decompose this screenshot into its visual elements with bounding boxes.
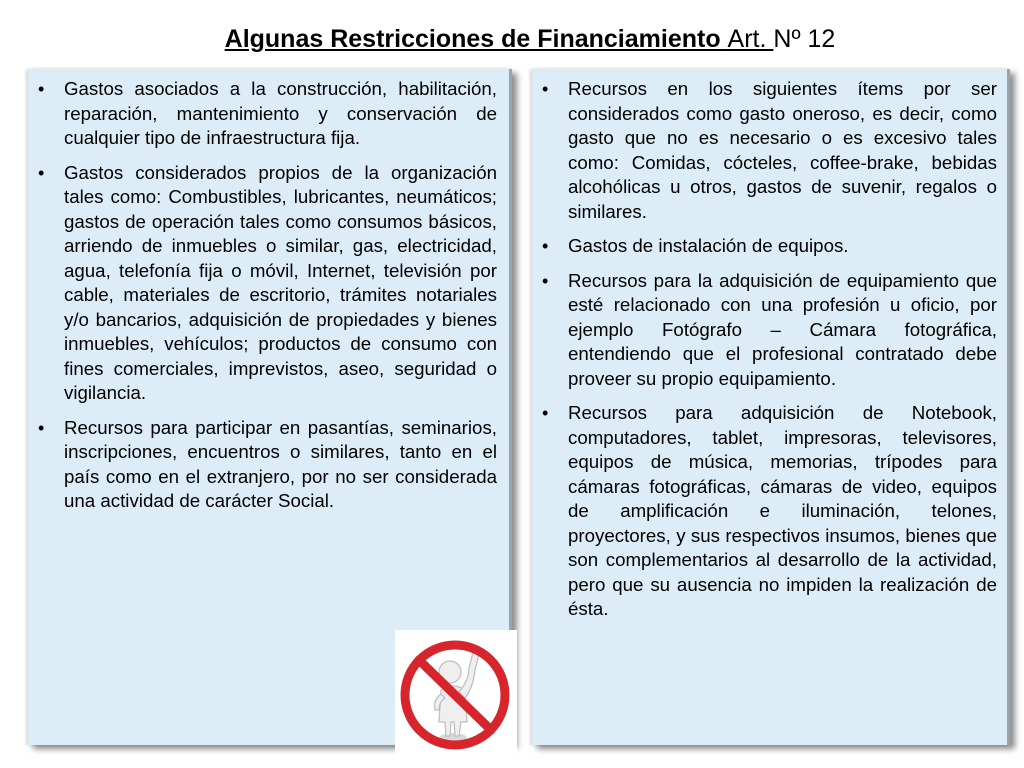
list-item: • Recursos para adquisición de Notebook, computadores, tablet, impresoras, televisores, equipos de música, memorias, trípodes para cámaras fotográficas, cámaras de video, equipos de amplificación e iluminación, telones, proyectores, y sus respectivos insumos, bienes que son complementarios al desarrollo de la actividad, pero que su ausencia no impiden la realización de ésta.: [532, 401, 997, 622]
page-title: [0, 22, 1024, 56]
title-main: Algunas Restricciones de Financiamiento: [224, 25, 728, 53]
title-number: Nº 12: [773, 25, 836, 53]
list-item: • Gastos de instalación de equipos.: [532, 234, 997, 259]
right-panel: [532, 69, 1010, 745]
list-item: • Recursos en los siguientes ítems por ser considerados como gasto oneroso, es decir, como gasto que no es necesario o es excesivo tales como: Comidas, cócteles, coffee-brake, bebidas alcohólicas u otros, gastos de suvenir, regalos o similares.: [532, 77, 997, 224]
title-art: Art.: [727, 25, 774, 53]
list-item: • Gastos considerados propios de la organización tales como: Combustibles, lubricantes, neumáticos; gastos de operación tales como consumos básicos, arriendo de inmuebles o similar, gas, electricidad, agua, telefonía fija o móvil, Internet, televisión por cable, materiales de escritorio, trámites notariales y/o bancarios, adquisición de propiedades y bienes inmuebles, vehículos; productos de consumo con fines comerciales, imprevistos, aseo, seguridad o vigilancia.: [28, 161, 497, 406]
list-item: • Gastos asociados a la construcción, habilitación, reparación, mantenimiento y conservación de cualquier tipo de infraestructura fija.: [28, 77, 497, 151]
list-item: • Recursos para participar en pasantías, seminarios, inscripciones, encuentros o similares, tanto en el país como en el extranjero, por no ser considerada una actividad de carácter Social.: [28, 416, 497, 514]
right-restrictions-list: [532, 69, 1007, 622]
prohibition-icon: [395, 630, 517, 760]
left-restrictions-list: [28, 69, 509, 514]
prohibition-sign-icon: [395, 630, 517, 760]
list-item: • Recursos para la adquisición de equipamiento que esté relacionado con una profesión u oficio, por ejemplo Fotógrafo – Cámara fotográfica, entendiendo que el profesional contratado debe proveer su propio equipamiento.: [532, 269, 997, 392]
